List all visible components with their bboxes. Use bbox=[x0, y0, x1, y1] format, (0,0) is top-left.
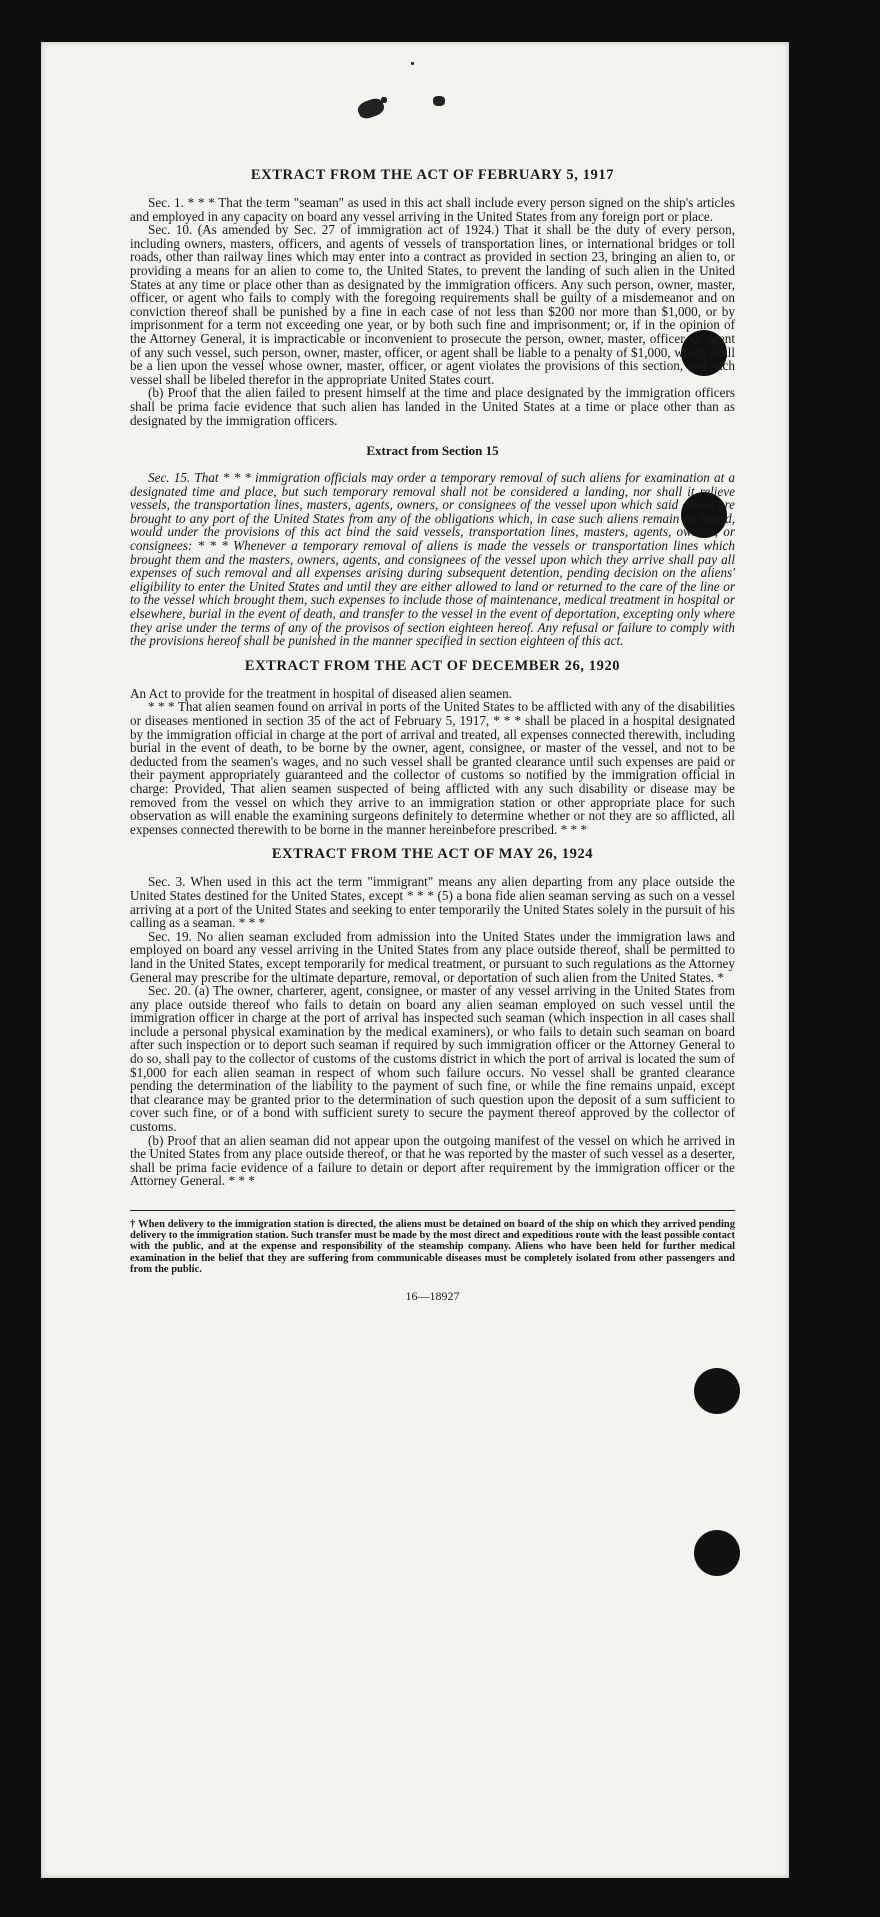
paragraph: An Act to provide for the treatment in hospital of diseased alien seamen. bbox=[130, 685, 512, 701]
ink-speck bbox=[433, 96, 445, 106]
subsection-heading: Extract from Section 15 bbox=[366, 443, 499, 459]
paragraph: Sec. 10. (As amended by Sec. 27 of immigration act of 1924.) That it shall be the duty of every person, including owners, masters, officers, and agents of vessels of transportation lines, or international bridges or toll roads, other than railway lines which may enter into a contract as provided in section 23, bringing an alien to, or providing a means for an alien to come to, the United States, to prevent the landing of such alien in the United States at any time or place other than as designated by the immigration officers. Any such person, owner, master, officer, or agent who fails to comply with the foregoing requirements shall be guilty of a misdemeanor and on conviction thereof shall be punished by a fine in each case of not less than $200 nor more than $1,000, or by imprisonment for a term not exceeding one year, or by both such fine and imprisonment; or, if in the opinion of the Attorney General, it is impracticable or inconvenient to prosecute the person, owner, master, officer, or agent of any such vessel, such person, owner, master, officer, or agent shall be liable to a penalty of $1,000, which shall be a lien upon the vessel whose owner, master, officer, or agent violates the provisions of this section, and such vessel shall be libeled therefor in the appropriate United States court. bbox=[130, 222, 735, 387]
paragraph: Sec. 15. That * * * immigration officials may order a temporary removal of such aliens for examination at a designated time and place, but such temporary removal shall not be considered a landing, nor shall it relieve vessels, the transportation lines, masters, agents, owners, or consignees of the vessel upon which said aliens are brought to any port of the United States from any of the obligations which, in case such aliens remain on board, would under the provisions of this act bind the said vessels, transportation lines, masters, agents, owners, or consignees: * * * Whenever a temporary removal of aliens is made the vessels or transportation lines which brought them and the masters, owners, agents, and consignees of the vessel upon which they arrive shall pay all expenses of such removal and all expenses arising during subsequent detention, pending decision on the aliens' eligibility to enter the United States and until they are either allowed to land or returned to the care of the line or to the vessel which brought them, such expenses to include those of maintenance, medical treatment in hospital or elsewhere, burial in the event of death, and transfer to the vessel in the event of deportation, excepting only where they arise under the terms of any of the provisos of section eighteen hereof. Any refusal or failure to comply with the provisions hereof shall be punished in the manner specified in section eighteen of this act. bbox=[130, 470, 735, 649]
footnote: † When delivery to the immigration station is directed, the aliens must be detained on board of the ship on which they arrived pending delivery to the immigration station. Such transfer must be made by the most direct and expeditious route with the least possible contact with the public, and at the expense and responsibility of the steamship company. Aliens who have been held for further medical examination in the belief that they are suffering from communicable diseases must be completely isolated from other passengers and from the public. bbox=[130, 1219, 735, 1275]
document-body bbox=[130, 167, 735, 1304]
section-heading: EXTRACT FROM THE ACT OF DECEMBER 26, 1920 bbox=[244, 657, 621, 674]
paragraph: * * * That alien seamen found on arrival in ports of the United States to be afflicted with any of the disabilities or diseases mentioned in section 35 of the act of February 5, 1917, * * * shall be placed in a hospital designated by the immigration official in charge at the port of arrival and treated, all expenses connected therewith, including burial in the event of death, to be borne by the owner, agent, consignee, or master of the vessel, and not to be deducted from the seamen's wages, and no such vessel shall be granted clearance until such expenses are paid or their payment appropriately guaranteed and the collector of customs so notified by the immigration official in charge: Provided, That alien seamen suspected of being afflicted with any such disability or disease may be removed from the vessel on which they arrive to an immigration station or other appropriate place for such observation as will enable the examining surgeons definitely to determine whether or not they are so afflicted, all expenses connected therewith to be borne in the manner hereinbefore prescribed. * * * bbox=[130, 699, 735, 837]
ink-speck bbox=[381, 97, 387, 103]
paragraph: (b) Proof that the alien failed to present himself at the time and place designated by the immigration officers shall be prima facie evidence that such alien has landed in the United States at a time or place other than as designated by the immigration officers. bbox=[130, 385, 735, 428]
paragraph: Sec. 20. (a) The owner, charterer, agent, consignee, or master of any vessel arriving in the United States from any place outside thereof who fails to detain on board any alien seaman employed on such vessel until the immigration officer in charge at the port of arrival has inspected such seaman (which inspection in all cases shall include a personal physical examination by the medical examiners), or who fails to detain such seaman on board after such inspection or to deport such seaman if required by such immigration officer or the Attorney General to do so, shall pay to the collector of customs of the customs district in which the port of arrival is located the sum of $1,000 for each alien seaman in respect of whom such failure occurs. No vessel shall be granted clearance pending the determination of the liability to the payment of such fine, or while the fine remains unpaid, except that clearance may be granted prior to the determination of such question upon the deposit of a sum sufficient to cover such fine, or of a bond with sufficient surety to secure the payment thereof approved by the collector of customs. bbox=[130, 983, 735, 1135]
form-number: 16—18927 bbox=[405, 1289, 460, 1304]
paragraph: Sec. 1. * * * That the term "seaman" as used in this act shall include every person signed on the ship's articles and employed in any capacity on board any vessel arriving in the United States from any foreign port or place. bbox=[130, 195, 735, 224]
paragraph: Sec. 3. When used in this act the term "immigrant" means any alien departing from any place outside the United States destined for the United States, except * * * (5) a bona fide alien seaman serving as such on a vessel arriving at a port of the United States and seeking to enter temporarily the United States solely in the pursuit of his calling as a seaman. * * * bbox=[130, 874, 735, 931]
footnote-divider bbox=[130, 1210, 735, 1211]
punch-hole bbox=[694, 1368, 740, 1414]
section-heading: EXTRACT FROM THE ACT OF FEBRUARY 5, 1917 bbox=[250, 167, 615, 183]
paragraph: Sec. 19. No alien seaman excluded from admission into the United States under the immigration laws and employed on board any vessel arriving in the United States from any place outside thereof, shall be permitted to land in the United States, except temporarily for medical treatment, or pursuant to such regulations as the Attorney General may prescribe for the ultimate departure, removal, or deportation of such alien from the United States. * bbox=[130, 928, 735, 985]
section-heading: EXTRACT FROM THE ACT OF MAY 26, 1924 bbox=[271, 846, 594, 863]
ink-speck bbox=[411, 62, 414, 65]
document-page bbox=[41, 42, 789, 1878]
punch-hole bbox=[694, 1530, 740, 1576]
paragraph: (b) Proof that an alien seaman did not appear upon the outgoing manifest of the vessel on which he arrived in the United States from any place outside thereof, or that he was reported by the master of such vessel as a deserter, shall be prima facie evidence of a failure to detain or deport after requirement by the immigration officer or the Attorney General. * * * bbox=[130, 1132, 735, 1189]
